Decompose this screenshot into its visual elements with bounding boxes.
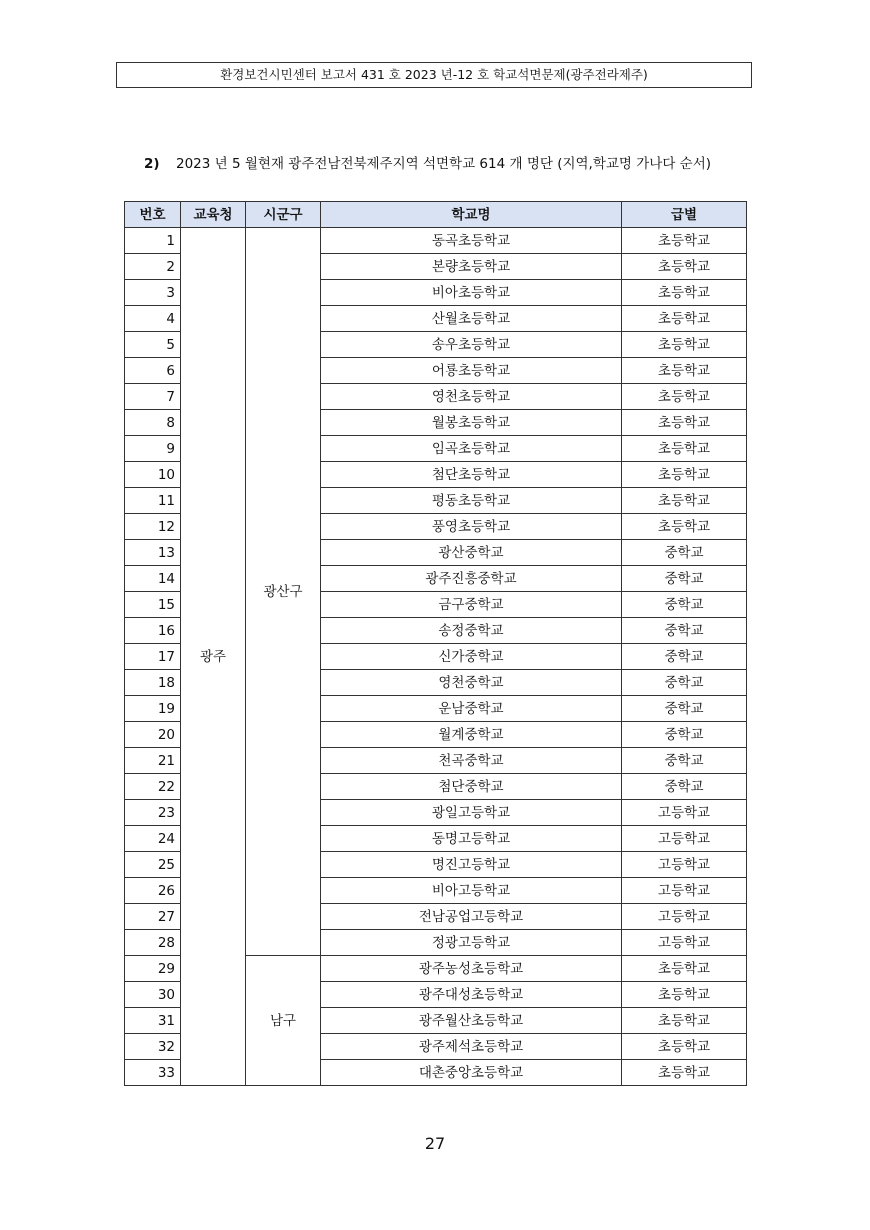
school-level-cell: 초등학교 [622, 306, 747, 332]
district-cell: 남구 [246, 956, 321, 1086]
row-number: 27 [125, 904, 181, 930]
school-name-cell: 정광고등학교 [321, 930, 622, 956]
school-name-cell: 본량초등학교 [321, 254, 622, 280]
school-level-cell: 중학교 [622, 566, 747, 592]
school-name-cell: 광주제석초등학교 [321, 1034, 622, 1060]
school-level-cell: 초등학교 [622, 514, 747, 540]
row-number: 8 [125, 410, 181, 436]
row-number: 13 [125, 540, 181, 566]
school-name-cell: 첨단초등학교 [321, 462, 622, 488]
section-title-text: 2023 년 5 월현재 광주전남전북제주지역 석면학교 614 개 명단 (지역,학교명 가나다 순서) [176, 156, 712, 172]
section-number: 2) [144, 156, 160, 172]
school-level-cell: 초등학교 [622, 436, 747, 462]
row-number: 6 [125, 358, 181, 384]
row-number: 28 [125, 930, 181, 956]
school-level-cell: 초등학교 [622, 280, 747, 306]
school-level-cell: 고등학교 [622, 852, 747, 878]
school-name-cell: 산월초등학교 [321, 306, 622, 332]
row-number: 2 [125, 254, 181, 280]
education-office-cell: 광주 [181, 228, 246, 1086]
school-level-cell: 초등학교 [622, 254, 747, 280]
school-level-cell: 고등학교 [622, 930, 747, 956]
school-level-cell: 중학교 [622, 592, 747, 618]
school-name-cell: 비아고등학교 [321, 878, 622, 904]
page-number: 27 [424, 1134, 446, 1153]
school-level-cell: 고등학교 [622, 800, 747, 826]
column-header-level: 급별 [622, 202, 747, 228]
school-level-cell: 중학교 [622, 540, 747, 566]
row-number: 11 [125, 488, 181, 514]
column-header-district: 시군구 [246, 202, 321, 228]
school-name-cell: 평동초등학교 [321, 488, 622, 514]
school-level-cell: 중학교 [622, 696, 747, 722]
school-name-cell: 명진고등학교 [321, 852, 622, 878]
school-level-cell: 중학교 [622, 644, 747, 670]
school-name-cell: 광주대성초등학교 [321, 982, 622, 1008]
row-number: 3 [125, 280, 181, 306]
row-number: 18 [125, 670, 181, 696]
report-header [116, 62, 752, 88]
school-level-cell: 중학교 [622, 748, 747, 774]
row-number: 29 [125, 956, 181, 982]
school-level-cell: 초등학교 [622, 384, 747, 410]
row-number: 9 [125, 436, 181, 462]
school-level-cell: 중학교 [622, 670, 747, 696]
table-header [125, 202, 747, 228]
row-number: 7 [125, 384, 181, 410]
column-header-office: 교육청 [181, 202, 246, 228]
school-name-cell: 운남중학교 [321, 696, 622, 722]
school-name-cell: 천곡중학교 [321, 748, 622, 774]
school-name-cell: 광산중학교 [321, 540, 622, 566]
row-number: 21 [125, 748, 181, 774]
row-number: 15 [125, 592, 181, 618]
row-number: 17 [125, 644, 181, 670]
row-number: 10 [125, 462, 181, 488]
school-level-cell: 초등학교 [622, 462, 747, 488]
school-name-cell: 임곡초등학교 [321, 436, 622, 462]
school-name-cell: 영천중학교 [321, 670, 622, 696]
school-level-cell: 초등학교 [622, 228, 747, 254]
school-name-cell: 풍영초등학교 [321, 514, 622, 540]
row-number: 33 [125, 1060, 181, 1086]
school-level-cell: 중학교 [622, 618, 747, 644]
school-level-cell: 초등학교 [622, 410, 747, 436]
school-name-cell: 금구중학교 [321, 592, 622, 618]
row-number: 20 [125, 722, 181, 748]
school-name-cell: 영천초등학교 [321, 384, 622, 410]
school-level-cell: 고등학교 [622, 878, 747, 904]
school-name-cell: 광주농성초등학교 [321, 956, 622, 982]
school-name-cell: 동곡초등학교 [321, 228, 622, 254]
school-name-cell: 비아초등학교 [321, 280, 622, 306]
row-number: 30 [125, 982, 181, 1008]
school-level-cell: 초등학교 [622, 1060, 747, 1086]
school-level-cell: 초등학교 [622, 488, 747, 514]
school-level-cell: 초등학교 [622, 956, 747, 982]
school-level-cell: 초등학교 [622, 1034, 747, 1060]
row-number: 16 [125, 618, 181, 644]
school-level-cell: 초등학교 [622, 982, 747, 1008]
school-name-cell: 동명고등학교 [321, 826, 622, 852]
row-number: 25 [125, 852, 181, 878]
row-number: 31 [125, 1008, 181, 1034]
column-header-number: 번호 [125, 202, 181, 228]
school-name-cell: 광주월산초등학교 [321, 1008, 622, 1034]
row-number: 14 [125, 566, 181, 592]
row-number: 22 [125, 774, 181, 800]
school-level-cell: 고등학교 [622, 826, 747, 852]
school-name-cell: 어룡초등학교 [321, 358, 622, 384]
school-name-cell: 월봉초등학교 [321, 410, 622, 436]
row-number: 32 [125, 1034, 181, 1060]
row-number: 23 [125, 800, 181, 826]
school-level-cell: 초등학교 [622, 358, 747, 384]
report-header-text: 환경보건시민센터 보고서 431 호 2023 년-12 호 학교석면문제(광주전라제주) [220, 67, 648, 82]
school-name-cell: 광일고등학교 [321, 800, 622, 826]
school-name-cell: 전남공업고등학교 [321, 904, 622, 930]
school-name-cell: 광주진흥중학교 [321, 566, 622, 592]
school-level-cell: 중학교 [622, 774, 747, 800]
row-number: 24 [125, 826, 181, 852]
school-name-cell: 첨단중학교 [321, 774, 622, 800]
school-name-cell: 월계중학교 [321, 722, 622, 748]
school-level-cell: 고등학교 [622, 904, 747, 930]
table-header-row [125, 202, 747, 228]
school-name-cell: 송정중학교 [321, 618, 622, 644]
school-level-cell: 초등학교 [622, 1008, 747, 1034]
school-name-cell: 송우초등학교 [321, 332, 622, 358]
table-body [125, 228, 747, 1086]
school-level-cell: 초등학교 [622, 332, 747, 358]
district-cell: 광산구 [246, 228, 321, 956]
column-header-school-name: 학교명 [321, 202, 622, 228]
school-level-cell: 중학교 [622, 722, 747, 748]
row-number: 1 [125, 228, 181, 254]
row-number: 19 [125, 696, 181, 722]
row-number: 5 [125, 332, 181, 358]
row-number: 12 [125, 514, 181, 540]
table-row [125, 228, 747, 254]
row-number: 4 [125, 306, 181, 332]
school-name-cell: 대촌중앙초등학교 [321, 1060, 622, 1086]
school-name-cell: 신가중학교 [321, 644, 622, 670]
asbestos-school-table [124, 201, 747, 1086]
row-number: 26 [125, 878, 181, 904]
